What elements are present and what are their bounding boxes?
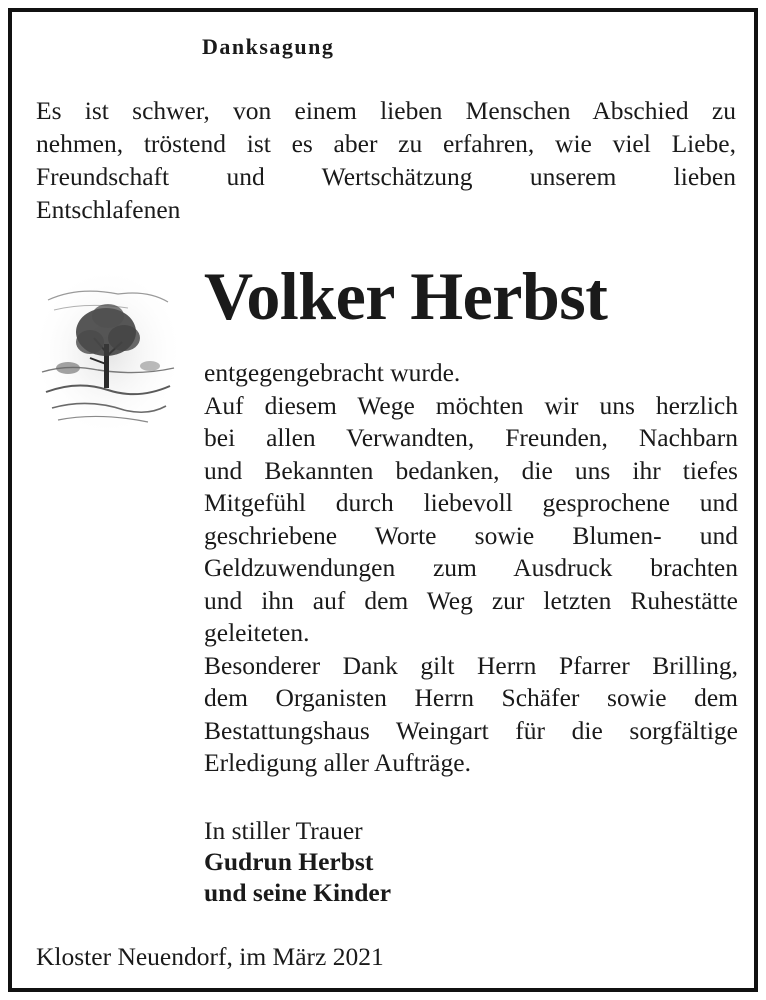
signer-family: und seine Kinder <box>204 878 392 907</box>
body-line: Bestattungshaus Weingart für die sorgfältige <box>204 715 738 745</box>
body-line: und Bekannten bedanken, die uns ihr tiefes <box>204 455 738 485</box>
notice-heading: Danksagung <box>202 34 335 59</box>
body-line: dem Organisten Herrn Schäfer sowie dem <box>204 683 738 712</box>
closing-block <box>204 815 391 908</box>
body-line: Auf diesem Wege möchten wir uns herzlich <box>204 390 738 420</box>
body-line: Erledigung aller Aufträge. <box>204 748 471 777</box>
body-line: und ihn auf dem Weg zur letzten Ruhestätte <box>204 585 738 615</box>
body-line: Mitgefühl durch liebevoll gesprochene und <box>204 488 738 517</box>
body-line: geleiteten. <box>204 618 310 647</box>
signer-name: Gudrun Herbst <box>204 847 374 876</box>
intro-line: nehmen, tröstend ist es aber zu erfahren, wie viel Liebe, <box>36 129 736 158</box>
body-line: Geldzuwendungen zum Ausdruck brachten <box>204 553 738 582</box>
body-line: bei allen Verwandten, Freunden, Nachbarn <box>204 423 738 452</box>
body-line: Besonderer Dank gilt Herrn Pfarrer Brilling, <box>204 650 738 680</box>
deceased-name: Volker Herbst <box>204 258 608 334</box>
tree-landscape-icon <box>38 272 178 432</box>
body-paragraph <box>204 357 738 780</box>
body-line: geschriebene Worte sowie Blumen- und <box>204 520 738 550</box>
intro-line: Es ist schwer, von einem lieben Menschen Abschied zu <box>36 96 736 125</box>
body-line: entgegengebracht wurde. <box>204 358 461 387</box>
place-date: Kloster Neuendorf, im März 2021 <box>36 942 384 971</box>
mourning-phrase: In stiller Trauer <box>204 816 363 845</box>
intro-paragraph <box>36 94 736 226</box>
intro-line: Freundschaft und Wertschätzung unserem lieben <box>36 162 736 191</box>
intro-line: Entschlafenen <box>36 195 181 224</box>
obituary-notice <box>8 8 758 992</box>
